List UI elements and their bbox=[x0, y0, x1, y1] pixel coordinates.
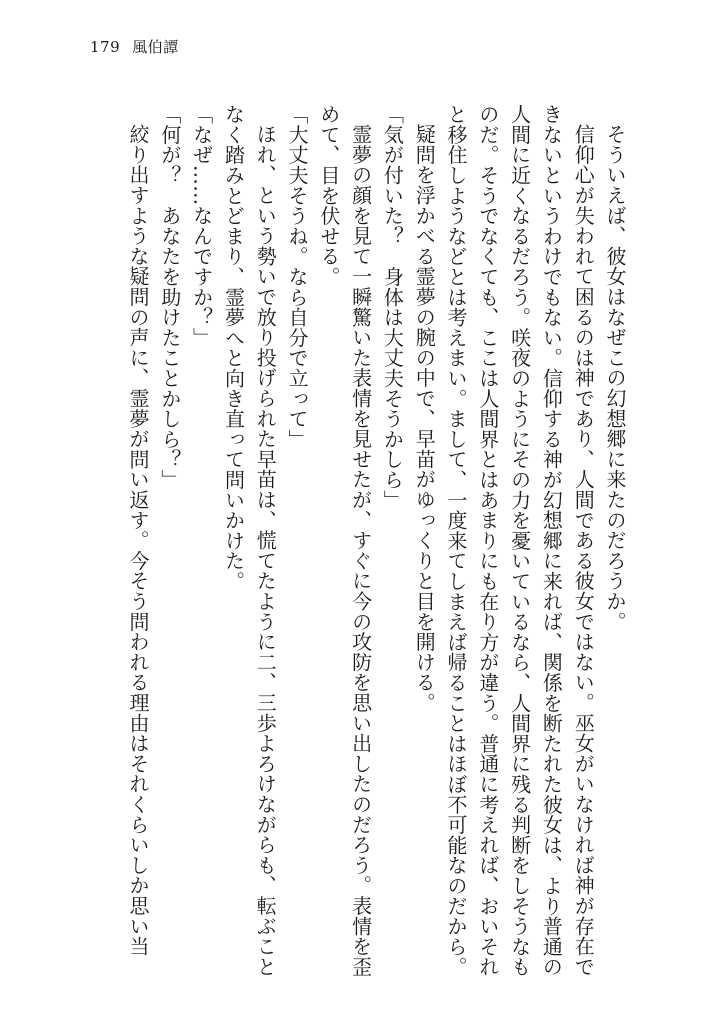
dialogue-line: 「何が？ あなたを助けたことかしら？」 bbox=[157, 104, 182, 490]
running-header bbox=[90, 36, 179, 58]
dialogue-line: 「大丈夫そうね。なら自分で立って」 bbox=[285, 104, 310, 450]
book-title: 風伯譚 bbox=[132, 38, 179, 56]
paragraph: 霊夢の顔を見て一瞬驚いた表情を見せたが、すぐに今の攻防を思い出したのだろう。表情を歪めて、目を伏せる。 bbox=[316, 104, 373, 977]
paragraph: 疑問を浮かべる霊夢の腕の中で、早苗がゆっくりと目を開ける。 bbox=[412, 124, 437, 713]
dialogue-line: 「なぜ……なんですか？」 bbox=[189, 104, 214, 348]
paragraph: 信仰心が失われて困るのは神であり、人間である彼女ではない。巫女がいなければ神が存在できないというわけでもない。信仰する神が幻想郷に来れば、関係を断たれた彼女は、より普通の人間に近くなるだろう。咲夜のようにその力を憂いているなら、人間界に残る判断をしそうなものだ。そうでなくても、ここは人間界とはあまりにも在り方が違う。普通に考えれば、おいそれと移住しようなどとは考えまい。まして、一度来てしまえば帰ることはほぼ不可能なのだから。 bbox=[444, 104, 596, 977]
page-number: 179 bbox=[90, 38, 121, 56]
paragraph: 絞り出すような疑問の声に、霊夢が問い返す。今そう問われる理由はそれくらいしか思い当 bbox=[126, 124, 151, 957]
vertical-body-text bbox=[90, 104, 630, 984]
dialogue-line: 「気が付いた？ 身体は大丈夫そうかしら」 bbox=[380, 104, 405, 510]
paragraph: そういえば、彼女はなぜこの幻想郷に来たのだろうか。 bbox=[603, 124, 627, 632]
paragraph: ほれ、という勢いで放り投げられた早苗は、慌てたように二、三歩よろけながらも、転ぶことなく踏みとどまり、霊夢へと向き直って問いかけた。 bbox=[221, 104, 278, 977]
